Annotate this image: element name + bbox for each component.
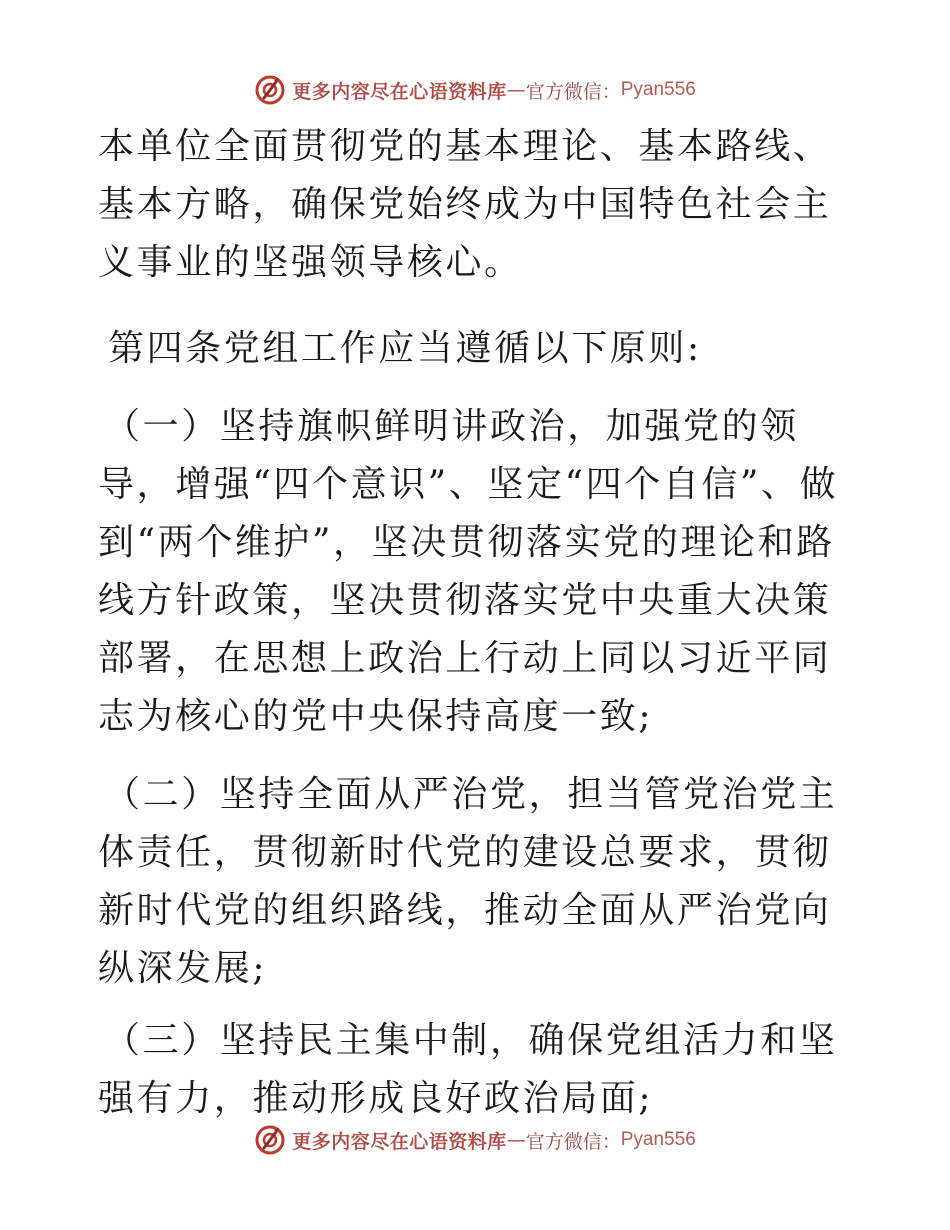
paragraph-article-four: 第四条党组工作应当遵循以下原则: [108, 328, 702, 369]
paragraph-principle-three: （三）坚持民主集中制，确保党组活力和坚强有力，推动形成良好政治局面; [98, 1020, 838, 1119]
banner-site-name: 更多内容尽在心语资料库 [292, 1130, 507, 1153]
brand-logo-icon [254, 74, 286, 106]
paragraph-intro: 本单位全面贯彻党的基本理论、基本路线、基本方略，确保党始终成为中国特色社会主义事业的坚强领导核心。 [98, 126, 832, 283]
header-watermark-banner [0, 70, 950, 110]
paragraph-principle-one: （一）坚持旗帜鲜明讲政治，加强党的领导，增强“四个意识”、坚定“四个自信”、做到“两个维护”，坚决贯彻落实党的理论和路线方针政策，坚决贯彻落实党中央重大决策部署，在思想上政治上行动上同以习近平同志为核心的党中央保持高度一致; [98, 406, 839, 737]
brand-logo-icon [254, 1124, 286, 1156]
banner-site-name: 更多内容尽在心语资料库 [292, 80, 507, 103]
paragraph-principle-two: （二）坚持全面从严治党，担当管党治党主体责任，贯彻新时代党的建设总要求，贯彻新时代党的组织路线，推动全面从严治党向纵深发展; [98, 774, 838, 989]
document-body [98, 118, 858, 1128]
banner-wechat-id: Pyan556 [620, 1129, 696, 1150]
banner-separator: — [506, 79, 526, 101]
banner-official-label: 官方微信： [525, 80, 621, 103]
banner-official-label: 官方微信： [525, 1130, 621, 1153]
banner-wechat-id: Pyan556 [620, 79, 696, 100]
banner-separator: — [506, 1129, 526, 1151]
footer-watermark-banner [0, 1120, 950, 1160]
